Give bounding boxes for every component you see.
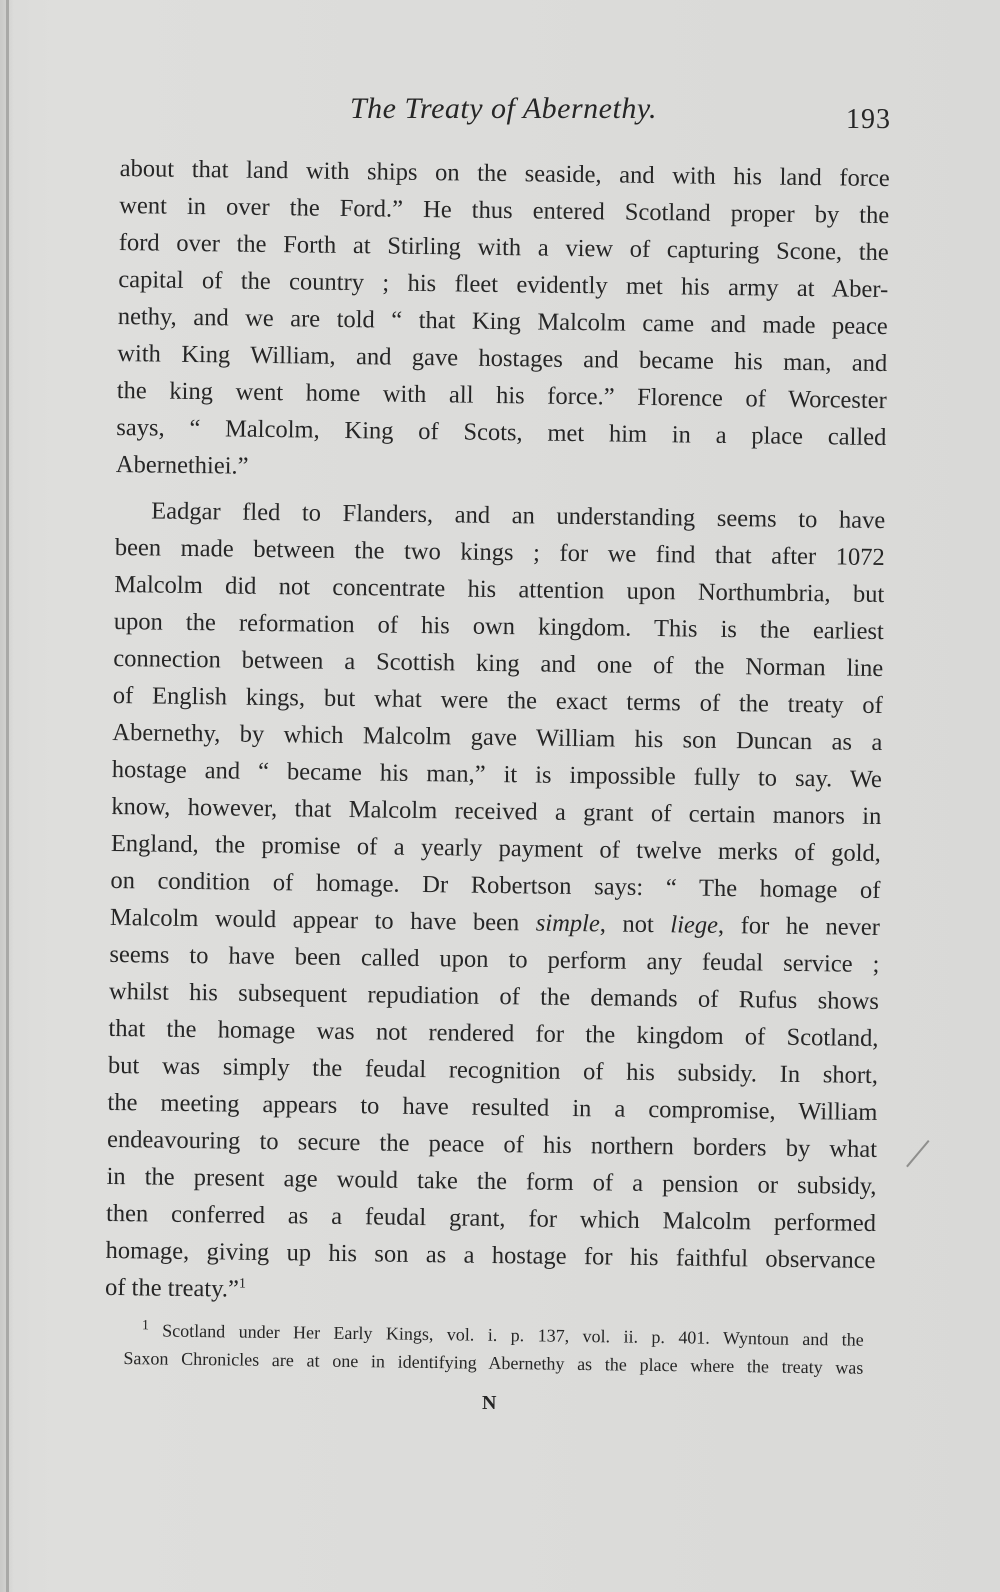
text-line: then conferred as a feudal grant, for which Malcolm performed xyxy=(105,1199,877,1237)
text-line: that the homage was not rendered for the kingdom of Scotland, xyxy=(108,1014,879,1053)
text-line: hostage and “ became his man,” it is impossible fully to say. We xyxy=(111,755,883,794)
text-line: Eadgar fled to Flanders, and an understanding seems to have xyxy=(151,497,886,535)
text-line: homage, giving up his son as a hostage for his faithful observance xyxy=(105,1236,876,1274)
text-line: England, the promise of a yearly payment of twelve merks of gold, xyxy=(110,829,882,868)
text-line: nethy, and we are told “ that King Malcolm came and made peace xyxy=(117,302,888,341)
text-line: of English kings, but what were the exact terms of the treaty of xyxy=(112,681,883,720)
text-run: , for he never xyxy=(717,911,881,942)
text-line: Abernethy, by which Malcolm gave William his son Duncan as a xyxy=(112,718,883,757)
footnote-line: Saxon Chronicles are at one in identifying Abernethy as the place where the treaty was xyxy=(123,1347,864,1378)
text-line: capital of the country ; his fleet evidently met his army at Aber- xyxy=(118,265,889,304)
text-line: but was simply the feudal recognition of his subsidy. In short, xyxy=(107,1051,879,1089)
text-line: the meeting appears to have resulted in a compromise, William xyxy=(107,1088,878,1126)
italic-term-liege: liege xyxy=(670,911,719,939)
text-line: the king went home with all his force.” Florence of Worcester xyxy=(116,376,887,415)
text-line: Malcolm did not concentrate his attention upon Northumbria, but xyxy=(114,570,885,609)
text-line: with King William, and gave hostages and became his man, and xyxy=(117,339,888,378)
footnote-marker: 1 xyxy=(141,1318,149,1334)
paragraph-2 xyxy=(105,492,886,1316)
text-line: seems to have been called upon to perform any feudal service ; xyxy=(109,940,880,979)
italic-term-simple: simple xyxy=(535,909,600,938)
text-line: whilst his subsequent repudiation of the demands of Rufus shows xyxy=(108,977,880,1016)
running-title: The Treaty of Abernethy. xyxy=(350,92,657,125)
page-edge-shadow xyxy=(6,0,9,1592)
text-run: Malcolm would appear to have been xyxy=(109,903,537,937)
pencil-mark xyxy=(906,1140,929,1167)
body-text xyxy=(105,150,890,1325)
text-line: says, “ Malcolm, King of Scots, met him in a place called xyxy=(116,413,887,452)
closing-text: of the treaty.” xyxy=(104,1273,240,1303)
text-line: upon the reformation of his own kingdom. This is the earliest xyxy=(113,607,884,646)
signature-mark: N xyxy=(482,1392,497,1414)
text-run: , not xyxy=(599,910,671,939)
footnote-text: Scotland under Her Early Kings, vol. i. p. 137, vol. ii. p. 401. Wyntoun and the xyxy=(162,1320,864,1350)
paragraph-1 xyxy=(116,150,890,493)
text-line: about that land with ships on the seaside, and with his land force xyxy=(119,154,890,193)
text-line: went in over the Ford.” He thus entered Scotland proper by the xyxy=(119,191,890,230)
footnote xyxy=(123,1316,864,1382)
text-line: on condition of homage. Dr Robertson says: “ The homage of xyxy=(110,866,881,905)
text-line: Abernethiei.” xyxy=(115,450,249,480)
footnote-reference: 1 xyxy=(238,1276,247,1292)
text-line: in the present age would take the form of a pension or subsidy, xyxy=(106,1162,877,1200)
text-line: endeavouring to secure the peace of his northern borders by what xyxy=(106,1125,878,1163)
text-line: know, however, that Malcolm received a grant of certain manors in xyxy=(111,792,882,831)
page-number: 193 xyxy=(846,104,891,135)
text-line: been made between the two kings ; for we find that after 1072 xyxy=(114,533,885,572)
text-line: ford over the Forth at Stirling with a view of capturing Scone, the xyxy=(118,228,889,267)
text-line: connection between a Scottish king and one of the Norman line xyxy=(113,644,884,683)
